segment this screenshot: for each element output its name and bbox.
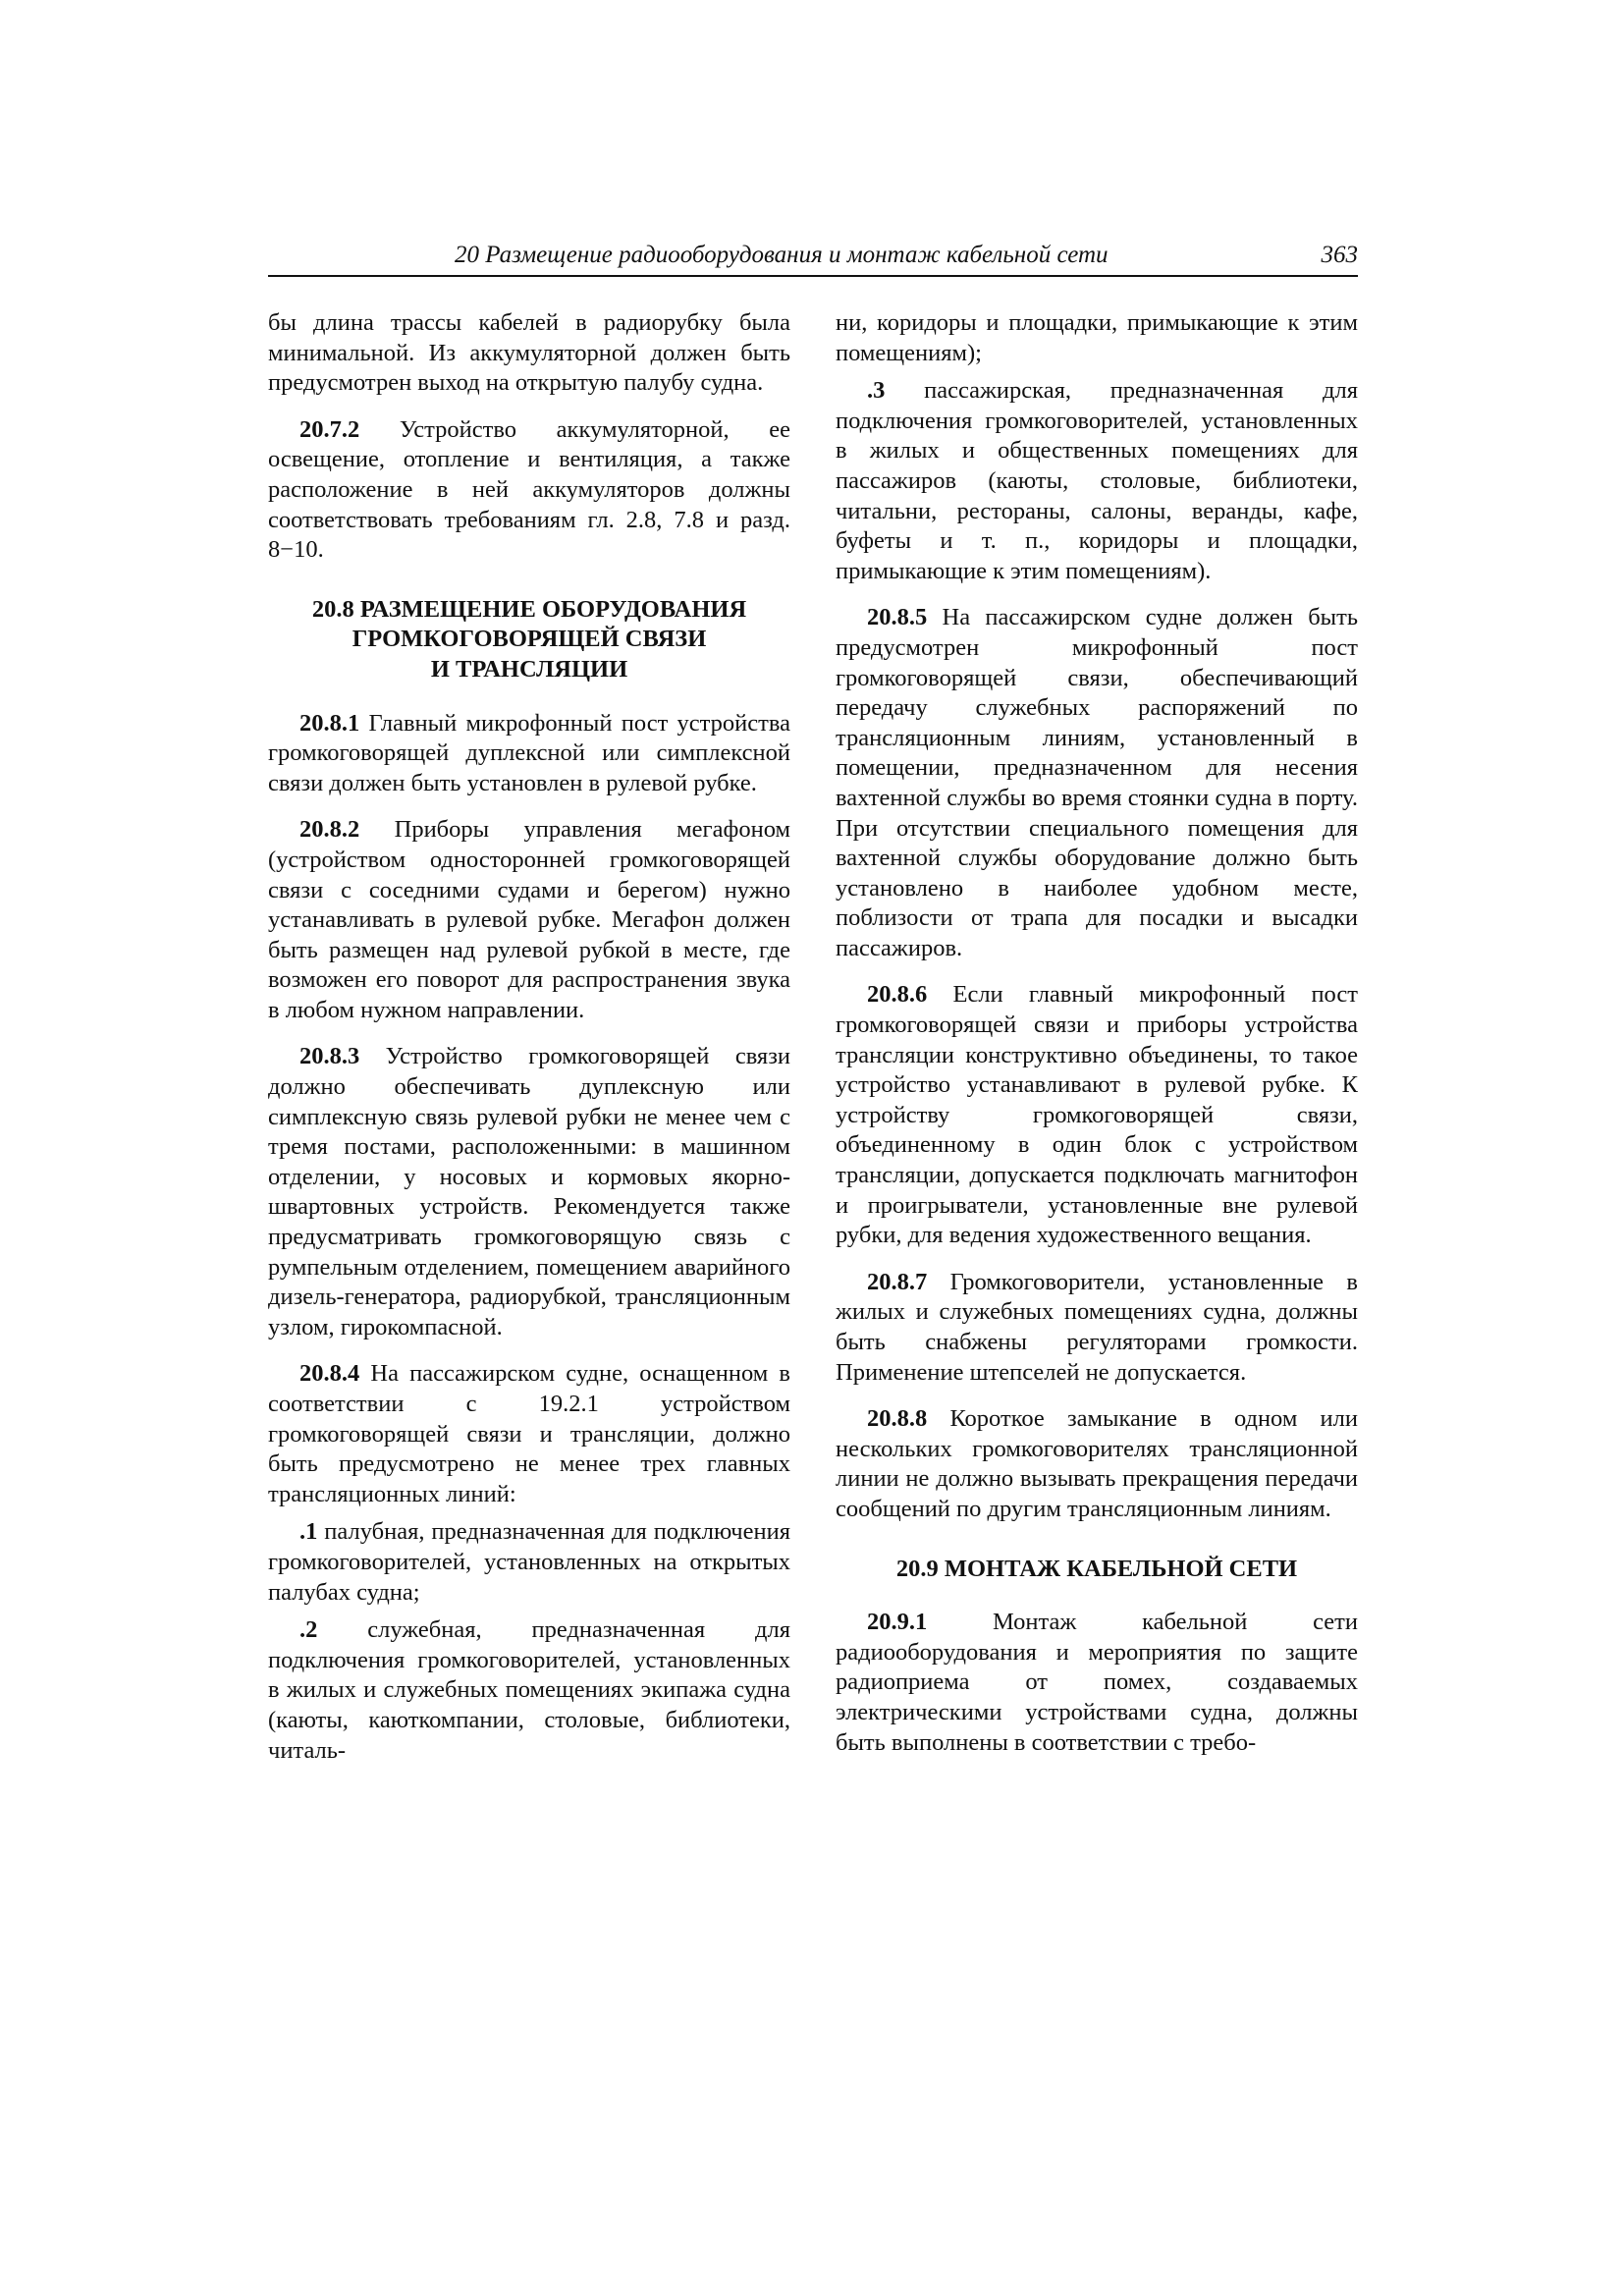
paragraph-20-8-8 — [836, 1404, 1358, 1524]
paragraph-20-8-2 — [268, 815, 790, 1025]
clause-number: 20.8.6 — [867, 981, 928, 1009]
heading-line: И ТРАНСЛЯЦИИ — [430, 655, 628, 683]
clause-text: Устройство громкоговорящей связи должно обеспечивать дуплексную или симплексную связь рулевой рубки не менее чем с тремя постами, расположенными: в машинном отделении, у носовых и кормовых якорно-швартовных устройств. Рекомендуется также предусматривать громкоговорящую связь с румпельным отделением, помещением аварийного дизель-генератора, радиорубкой, трансляционным узлом, гирокомпасной. — [268, 1043, 790, 1340]
clause-text: Короткое замыкание в одном или нескольких громкоговорителях трансляционной линии не должно вызывать прекращения передачи сообщений по другим трансляционным линиям. — [836, 1405, 1358, 1522]
paragraph-20-9-1 — [836, 1608, 1358, 1758]
paragraph-20-8-6 — [836, 980, 1358, 1250]
section-heading-20-9 — [836, 1555, 1358, 1585]
list-item-2 — [268, 1615, 790, 1766]
clause-text: Главный микрофонный пост устройства громкоговорящей дуплексной или симплексной связи должен быть установлен в рулевой рубке. — [268, 709, 790, 796]
item-text: палубная, предназначенная для подключения громкоговорителей, установленных на открытых палубах судна; — [268, 1518, 790, 1606]
running-title: 20 Размещение радиооборудования и монтаж кабельной сети — [455, 242, 1109, 268]
clause-number: 20.8.4 — [299, 1360, 360, 1388]
paragraph-20-8-3 — [268, 1042, 790, 1342]
paragraph: бы длина трассы кабелей в радиорубку была минимальной. Из аккумуляторной должен быть предусмотрен выход на открытую палубу судна. — [268, 309, 790, 397]
heading-line: 20.8 РАЗМЕЩЕНИЕ ОБОРУДОВАНИЯ — [311, 595, 747, 623]
paragraph-20-7-2 — [268, 415, 790, 566]
clause-number: 20.9.1 — [867, 1609, 928, 1636]
paragraph: ни, коридоры и площадки, примыкающие к этим помещениям); — [836, 309, 1358, 366]
section-heading-20-8 — [268, 595, 790, 685]
clause-number: 20.8.8 — [867, 1405, 928, 1433]
item-number: .3 — [867, 377, 886, 405]
left-column — [268, 308, 790, 1782]
clause-number: 20.8.7 — [867, 1268, 928, 1295]
paragraph-20-8-4 — [268, 1359, 790, 1509]
page-number: 363 — [1321, 242, 1358, 268]
clause-number: 20.8.3 — [299, 1043, 360, 1070]
paragraph-20-8-1 — [268, 709, 790, 799]
clause-number: 20.7.2 — [299, 415, 360, 443]
clause-text: Устройство аккумуляторной, ее освещение, отопление и вентиляция, а также расположение в ней аккумуляторов должны соответствовать требованиям гл. 2.8, 7.8 и разд. 8−10. — [268, 415, 790, 564]
item-text: пассажирская, предназначенная для подключения громкоговорителей, установленных в жилых и общественных помещениях для пассажиров (каюты, столовые, библиотеки, читальни, рестораны, салоны, веранды, кафе, буфеты и т. п., коридоры и площадки, примыкающие к этим помещениям). — [836, 377, 1358, 584]
item-number: .1 — [299, 1518, 318, 1546]
list-item-1 — [268, 1517, 790, 1608]
clause-text: На пассажирском судне, оснащенном в соответствии с 19.2.1 устройством громкоговорящей связи и трансляции, должно быть предусмотрено не менее трех главных трансляционных линий: — [268, 1360, 790, 1507]
item-text: служебная, предназначенная для подключения громкоговорителей, установленных в жилых и служебных помещениях экипажа судна (каюты, каюткомпании, столовые, библиотеки, читаль- — [268, 1616, 790, 1764]
clause-text: Если главный микрофонный пост громкоговорящей связи и приборы устройства трансляции конструктивно объединены, то такое устройство устанавливают в рулевой рубке. К устройству громкоговорящей связи, объединенному в один блок с устройством трансляции, допускается подключать магнитофон и проигрыватели, установленные вне рулевой рубки, для ведения художественного вещания. — [836, 981, 1358, 1249]
item-number: .2 — [299, 1616, 318, 1644]
heading-line: 20.9 МОНТАЖ КАБЕЛЬНОЙ СЕТИ — [895, 1555, 1298, 1582]
clause-number: 20.8.2 — [299, 816, 360, 844]
clause-text: Громкоговорители, установленные в жилых и служебных помещениях судна, должны быть снабжены регуляторами громкости. Применение штепселей не допускается. — [836, 1268, 1358, 1386]
paragraph-20-8-7 — [836, 1268, 1358, 1388]
clause-number: 20.8.5 — [867, 604, 928, 631]
clause-text: Монтаж кабельной сети радиооборудования и мероприятия по защите радиоприема от помех, создаваемых электрическими устройствами судна, должны быть выполнены в соответствии с требо- — [836, 1609, 1358, 1756]
clause-text: На пассажирском судне должен быть предусмотрен микрофонный пост громкоговорящей связи, обеспечивающий передачу служебных распоряжений по трансляционным линиям, установленный в помещении, предназначенном для несения вахтенной службы во время стоянки судна в порту. При отсутствии специального помещения для вахтенной службы оборудование должно быть установлено в наиболее удобном месте, поблизости от трапа для посадки и высадки пассажиров. — [836, 604, 1358, 961]
heading-line: ГРОМКОГОВОРЯЩЕЙ СВЯЗИ — [352, 626, 707, 653]
paragraph-20-8-5 — [836, 603, 1358, 963]
clause-number: 20.8.1 — [299, 709, 360, 737]
clause-text: Приборы управления мегафоном (устройством односторонней громкоговорящей связи с соседними судами и берегом) нужно устанавливать в рулевой рубке. Мегафон должен быть размещен над рулевой рубкой в месте, где возможен его поворот для распространения звука в любом нужном направлении. — [268, 816, 790, 1023]
list-item-3 — [836, 376, 1358, 586]
right-column — [836, 308, 1358, 1775]
running-header — [268, 236, 1358, 277]
